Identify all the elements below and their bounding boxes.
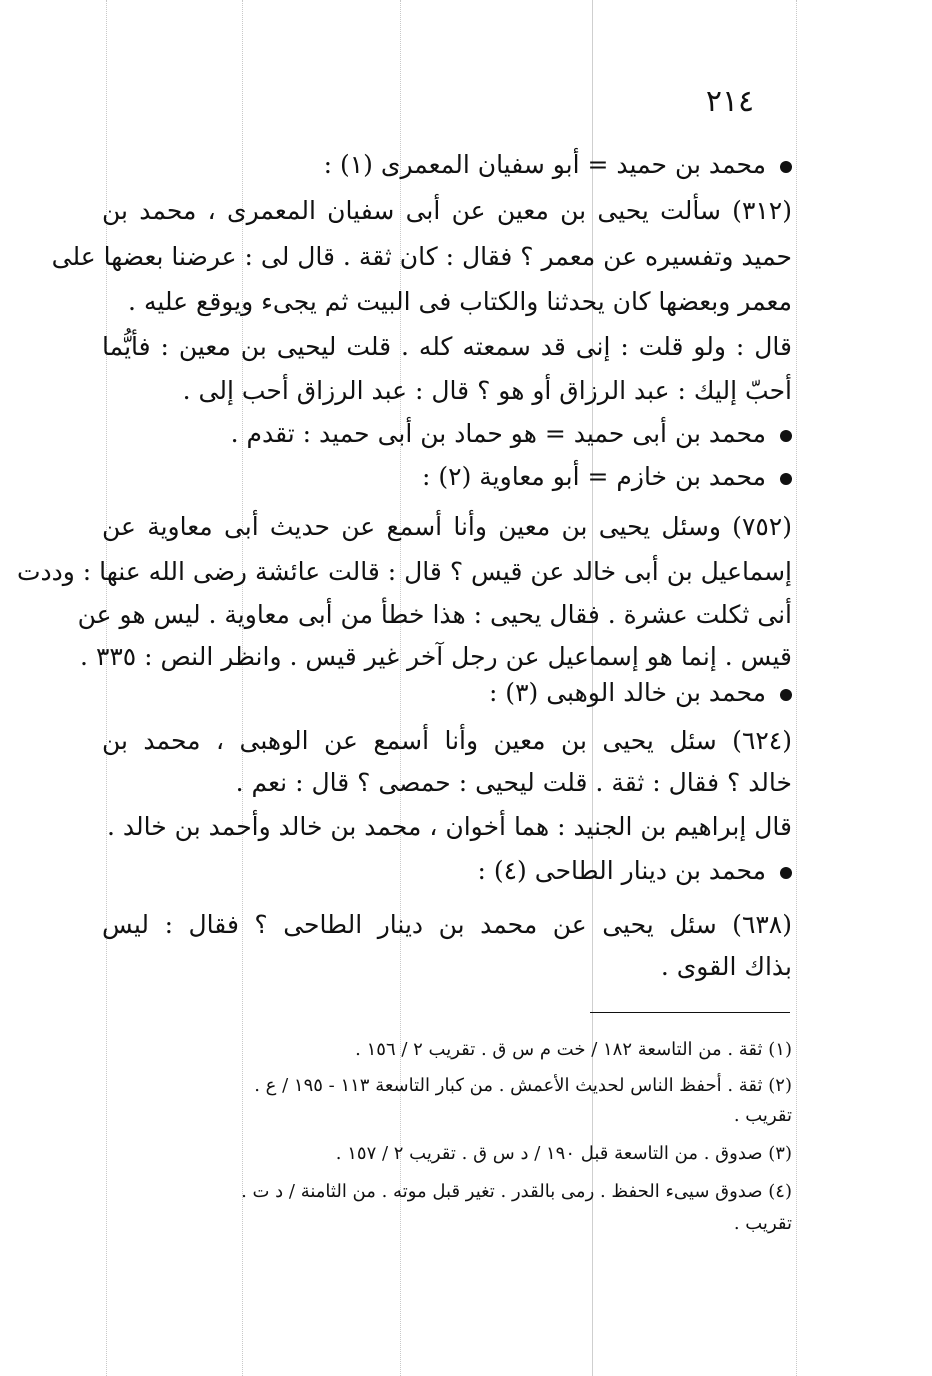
entry-heading: محمد بن أبى حميد = هو حماد بن أبى حميد : تقدم . — [102, 415, 792, 453]
entry-heading: محمد بن دينار الطاحى (٤) : — [102, 852, 792, 890]
text-line: خالد ؟ فقال : ثقة . قلت ليحيى : حمصى ؟ قال : نعم . — [235, 768, 792, 797]
text-line: (٦٢٤) سئل يحيى بن معين وأنا أسمع عن الوهبى ، محمد بن — [102, 726, 792, 755]
text-line: أحبّ إليك : عبد الرزاق أو هو ؟ قال : عبد الرزاق أحب إلى . — [182, 376, 792, 405]
text-line: (٣١٢) سألت يحيى بن معين عن أبى سفيان المعمرى ، محمد بن — [102, 196, 792, 225]
bullet-icon — [780, 161, 792, 173]
text-line: معمر وبعضها كان يحدثنا والكتاب فى البيت ثم يجىء ويوقع عليه . — [128, 287, 792, 316]
entry-heading: محمد بن خالد الوهبى (٣) : — [102, 674, 792, 712]
text-line: (٧٥٢) وسئل يحيى بن معين وأنا أسمع عن حديث أبى معاوية عن — [102, 512, 792, 541]
page-number: ٢١٤ — [705, 84, 755, 119]
text-line: بذاك القوى . — [660, 952, 792, 981]
text-line: قال : ولو قلت : إنى قد سمعته كله . قلت ليحيى بن معين : فأيُّما — [102, 332, 792, 361]
scan-artifact-line — [796, 0, 797, 1376]
bullet-icon — [780, 867, 792, 879]
text-line: أنى ثكلت عشرة . فقال يحيى : هذا خطأ من أبى معاوية . ليس هو عن — [77, 600, 792, 629]
bullet-icon — [780, 430, 792, 442]
text-line: قال إبراهيم بن الجنيد : هما أخوان ، محمد بن خالد وأحمد بن خالد . — [107, 812, 792, 841]
bullet-icon — [780, 473, 792, 485]
footnote: تقريب . — [733, 1105, 792, 1126]
text-line: (٦٣٨) سئل يحيى عن محمد بن دينار الطاحى ؟ فقال : ليس — [102, 910, 792, 939]
bullet-icon — [780, 689, 792, 701]
footnote: (٢) ثقة . أحفظ الناس لحديث الأعمش . من كبار التاسعة ١١٣ - ١٩٥ / ع . — [254, 1075, 792, 1096]
footnote: تقريب . — [733, 1213, 792, 1234]
footnote-separator — [590, 1012, 790, 1013]
entry-heading: محمد بن حميد = أبو سفيان المعمرى (١) : — [102, 146, 792, 184]
footnote: (٣) صدوق . من التاسعة قبل ١٩٠ / د س ق . تقريب ٢ / ١٥٧ . — [335, 1143, 792, 1164]
entry-heading: محمد بن خازم = أبو معاوية (٢) : — [102, 458, 792, 496]
text-line: إسماعيل بن أبى خالد عن قيس ؟ قال : قالت عائشة رضى الله عنها : وددت — [16, 557, 792, 586]
text-line: قيس . إنما هو إسماعيل عن رجل آخر غير قيس . وانظر النص : ٣٣٥ . — [80, 642, 792, 671]
footnote: (٤) صدوق سيىء الحفظ . رمى بالقدر . تغير قبل موته . من الثامنة / د ت . — [241, 1181, 792, 1202]
text-line: حميد وتفسيره عن معمر ؟ فقال : كان ثقة . قال لى : عرضنا بعضها على — [51, 242, 792, 271]
footnote: (١) ثقة . من التاسعة ١٨٢ / خت م س ق . تقريب ٢ / ١٥٦ . — [355, 1039, 792, 1060]
